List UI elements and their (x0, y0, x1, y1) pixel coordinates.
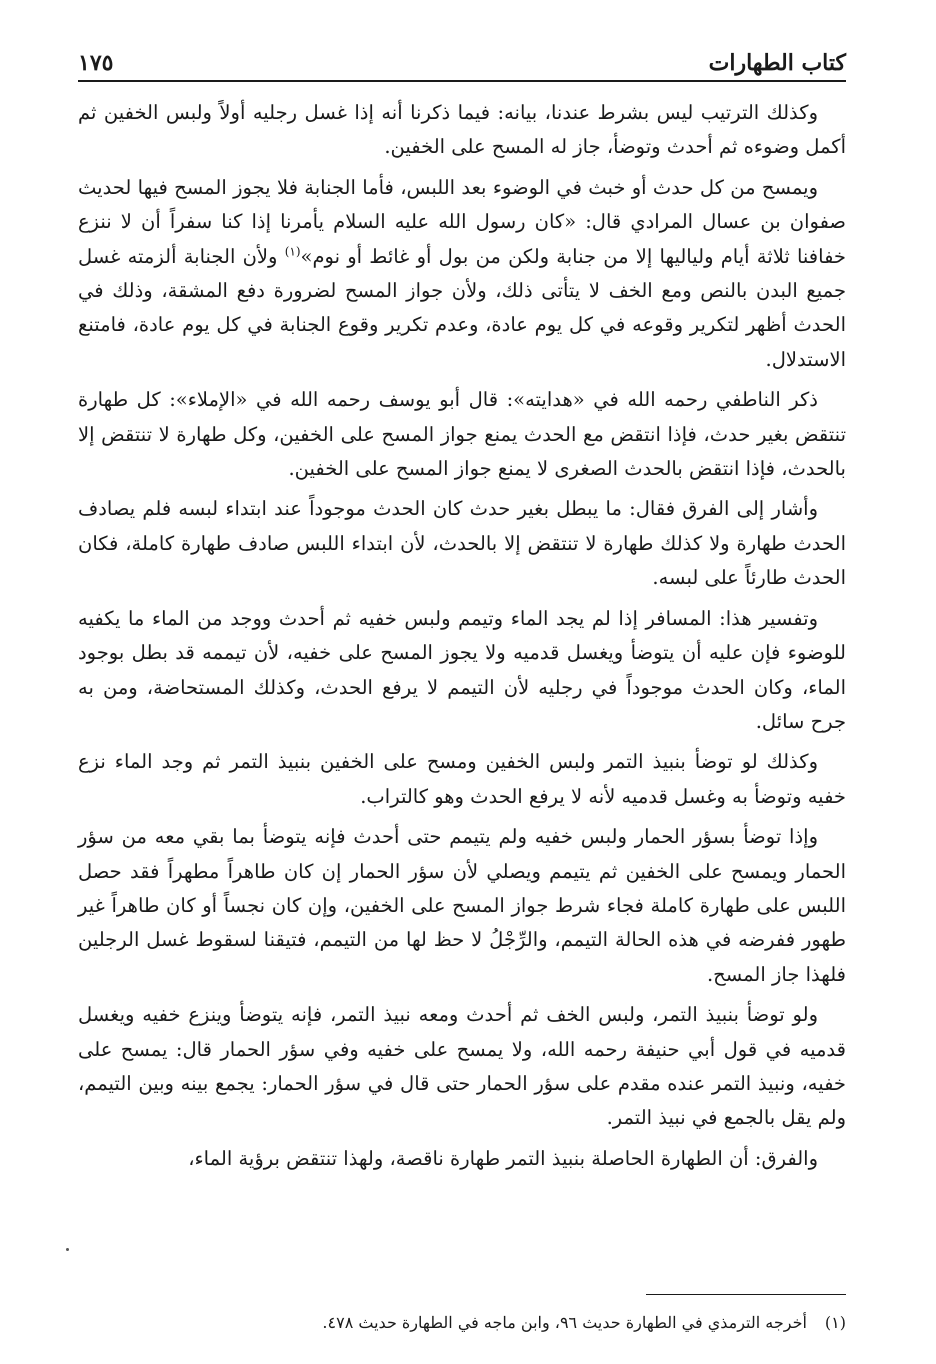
paragraph: ولو توضأ بنبيذ التمر، ولبس الخف ثم أحدث ومعه نبيذ التمر، فإنه يتوضأ وينزع خفيه ويغسل قدميه في قول أبي حنيفة رحمه الله، ولا يمسح على خفيه وفي سؤر الحمار قال: يمسح على خفيه، ونبيذ التمر عنده مقدم على سؤر الحمار حتى قال في سؤر الحمار: يجمع بينه وبين التيمم، ولم يقل بالجمع في نبيذ التمر. (78, 1003, 846, 1130)
paragraph-text: ويمسح من كل حدث أو خبث في الوضوء بعد اللبس، فأما الجنابة فلا يجوز المسح فيها لحديث صفوان بن عسال المرادي قال: «كان رسول الله عليه السلام يأمرنا إذا كنا سفراً أن لا ننزع خفافنا ثلاثة أيام ولياليها إلا من جنابة ولكن من بول أو غائط أو نوم» (78, 175, 846, 268)
footnote-text: أخرجه الترمذي في الطهارة حديث ٩٦، وابن ماجه في الطهارة حديث ٤٧٨. (322, 1313, 807, 1332)
paragraph: وكذلك الترتيب ليس بشرط عندنا، بيانه: فيما ذكرنا أنه إذا غسل رجليه أولاً ولبس الخفين ثم أكمل وضوءه ثم أحدث وتوضأ، جاز له المسح على الخفين. (78, 101, 846, 159)
footnote-divider (646, 1294, 846, 1295)
footnote-number: (١) (824, 1313, 846, 1332)
footnote (78, 1310, 846, 1336)
body-text (78, 96, 846, 1176)
page-header (78, 40, 846, 82)
paragraph-text: ولأن الجنابة ألزمته غسل جميع البدن بالنص ومع الخف لا يتأتى ذلك، ولأن جواز المسح لضرورة دفع المشقة، وذلك في الحدث أظهر لتكرير وقوعه في كل يوم عادة، وعدم تكرير وقوع الجنابة في كل يوم عادة، فامتنع الاستدلال. (78, 244, 846, 371)
book-page (78, 40, 846, 1332)
paragraph: وتفسير هذا: المسافر إذا لم يجد الماء وتيمم ولبس خفيه ثم أحدث ووجد من الماء ما يكفيه للوضوء فإن عليه أن يتوضأ ويغسل قدميه ولا يجوز المسح على خفيه، لأن تيممه قد بطل بوجود الماء، وكان الحدث موجوداً في رجليه لأن التيمم لا يرفع الحدث، وكذلك المستحاضة، ومن به جرح سائل. (78, 606, 846, 733)
page-number: ١٧٥ (78, 50, 114, 76)
paragraph: وإذا توضأ بسؤر الحمار ولبس خفيه ولم يتيمم حتى أحدث فإنه يتوضأ بما بقي معه من سؤر الحمار ويمسح على الخفين ثم يتيمم ويصلي لأن سؤر الحمار إن كان طاهراً مطهراً فقد حصل اللبس على طهارة كاملة فجاء شرط جواز المسح على الخفين، وإن كان نجساً أو كان طاهراً غير طهور ففرضه في هذه الحالة التيمم، والرِّجْلُ لا حظ لها من التيمم، فتيقنا لسقوط غسل الرجلين فلهذا جاز المسح. (78, 825, 846, 986)
paragraph: وأشار إلى الفرق فقال: ما يبطل بغير حدث كان الحدث موجوداً عند ابتداء لبسه فلم يصادف الحدث طهارة ولا كذلك طهارة لا تنتقض إلا بالحدث، لأن ابتداء اللبس صادف طهارة كاملة، فكان الحدث طارئاً على لبسه. (78, 497, 846, 590)
paragraph: والفرق: أن الطهارة الحاصلة بنبيذ التمر طهارة ناقصة، ولهذا تنتقض برؤية الماء، (188, 1146, 818, 1170)
paragraph: وكذلك لو توضأ بنبيذ التمر ولبس الخفين ومسح على الخفين بنبيذ التمر ثم وجد الماء نزع خفيه وتوضأ به وغسل قدميه لأنه لا يرفع الحدث وهو كالتراب. (78, 750, 846, 808)
scan-speck (66, 1248, 69, 1251)
paragraph: ذكر الناطفي رحمه الله في «هدايته»: قال أبو يوسف رحمه الله في «الإملاء»: كل طهارة تنتقض بغير حدث، فإذا انتقض مع الحدث يمنع جواز المسح على الخفين، وكل طهارة لا تنتقض إلا بالحدث، فإذا انتقض بالحدث الصغرى لا يمنع جواز المسح على الخفين. (78, 388, 846, 481)
running-title: كتاب الطهارات (708, 50, 846, 76)
footnote-reference[interactable]: (١) (284, 244, 301, 259)
paragraph (78, 171, 846, 377)
